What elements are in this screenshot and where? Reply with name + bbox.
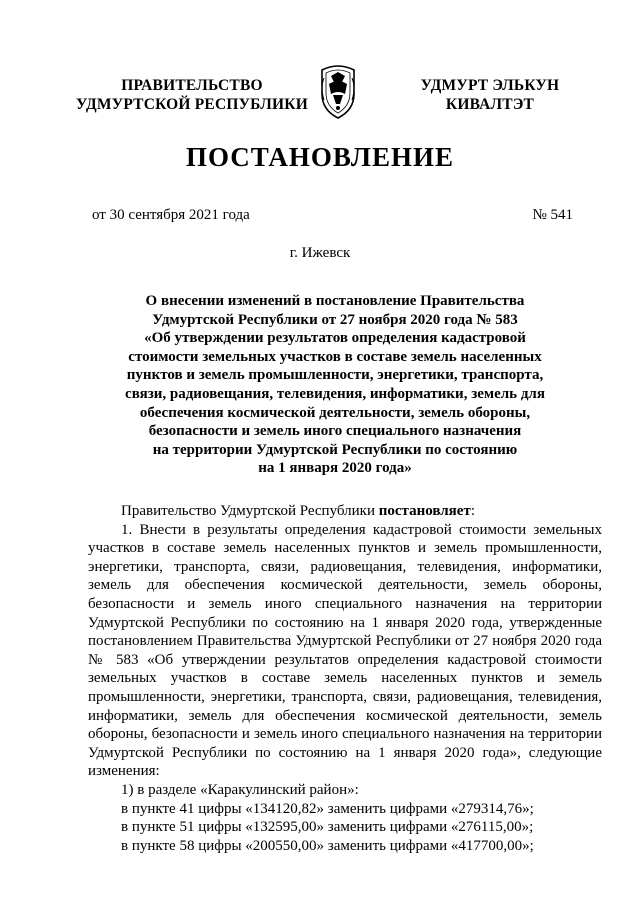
item-1-line: промышленности, энергетики, транспорта, связи, радиовещания, телевидения, bbox=[88, 688, 602, 705]
header-right-line2: КИВАЛТЭТ bbox=[445, 96, 535, 113]
subject-line: связи, радиовещания, телевидения, информатики, земель для bbox=[125, 385, 545, 402]
subject-line: пунктов и земель промышленности, энергетики, транспорта, bbox=[126, 367, 544, 384]
item-1-line: энергетики, транспорта, связи, радиовещания, телевидения, информатики, bbox=[88, 558, 602, 575]
coat-of-arms-emblem-icon bbox=[318, 64, 358, 120]
intro-text: Правительство Удмуртской Республики bbox=[121, 503, 379, 519]
subject-line: на территории Удмуртской Республики по состоянию bbox=[152, 441, 518, 458]
document-city: г. Ижевск bbox=[289, 245, 351, 261]
header-left-line2: УДМУРТСКОЙ РЕСПУБЛИКИ bbox=[76, 96, 308, 113]
document-date: от 30 сентября 2021 года bbox=[92, 207, 250, 223]
item-1-line: земельных участков в составе земель населенных пунктов и земель bbox=[88, 670, 602, 687]
header-left-line1: ПРАВИТЕЛЬСТВО bbox=[121, 77, 263, 94]
subject-line: «Об утверждении результатов определения кадастровой bbox=[144, 330, 526, 347]
subject-line: на 1 января 2020 года» bbox=[258, 460, 412, 477]
item-1-paragraph bbox=[88, 521, 602, 781]
sub-item-change: в пункте 41 цифры «134120,82» заменить цифрами «279314,76»; bbox=[121, 800, 534, 817]
subject-line: Удмуртской Республики от 27 ноября 2020 года № 583 bbox=[152, 311, 518, 328]
header-right bbox=[400, 76, 580, 114]
subject-line: обеспечения космической деятельности, земель обороны, bbox=[139, 404, 531, 421]
item-1-line: безопасности и земель иного специального назначения на территории bbox=[88, 595, 602, 612]
item-1-line: № 583 «Об утверждении результатов определения кадастровой стоимости bbox=[88, 651, 602, 668]
intro-bold-verb: постановляет bbox=[378, 503, 471, 519]
item-1-line: информатики, земель для обеспечения космической деятельности, земель bbox=[88, 707, 602, 724]
item-1-line: земель для обеспечения космической деятельности, земель обороны, bbox=[88, 577, 602, 594]
header-right-line1: УДМУРТ ЭЛЬКУН bbox=[420, 77, 560, 94]
sub-item-section: 1) в разделе «Каракулинский район»: bbox=[121, 781, 359, 798]
item-1-line: Удмуртской Республики по состоянию на 1 января 2020 года», следующие bbox=[88, 744, 602, 761]
item-1-line: участков в составе земель населенных пунктов и земель промышленности, bbox=[88, 540, 602, 557]
item-1-line: обороны, безопасности и земель иного специального назначения на территории bbox=[88, 726, 602, 743]
item-1-line: изменения: bbox=[88, 763, 160, 780]
header-left bbox=[72, 76, 312, 114]
subject-line: безопасности и земель иного специального назначения bbox=[148, 423, 522, 440]
subject-line: О внесении изменений в постановление Правительства bbox=[145, 293, 525, 309]
item-1-line: 1. Внести в результаты определения кадастровой стоимости земельных bbox=[121, 521, 602, 538]
document-subject bbox=[100, 292, 570, 478]
document-body bbox=[88, 502, 602, 855]
document-number: № 541 bbox=[532, 207, 573, 223]
subject-line: стоимости земельных участков в составе земель населенных bbox=[128, 348, 542, 365]
item-1-line: постановлением Правительства Удмуртской Республики от 27 ноября 2020 года bbox=[88, 633, 602, 650]
sub-item-change: в пункте 58 цифры «200550,00» заменить цифрами «417700,00»; bbox=[121, 837, 534, 854]
intro-suffix: : bbox=[470, 503, 475, 519]
document-title: ПОСТАНОВЛЕНИЕ bbox=[185, 142, 455, 172]
sub-item-change: в пункте 51 цифры «132595,00» заменить цифрами «276115,00»; bbox=[121, 819, 534, 836]
item-1-line: Удмуртской Республики по состоянию на 1 января 2020 года, утвержденные bbox=[88, 614, 602, 631]
intro-paragraph bbox=[88, 502, 602, 521]
